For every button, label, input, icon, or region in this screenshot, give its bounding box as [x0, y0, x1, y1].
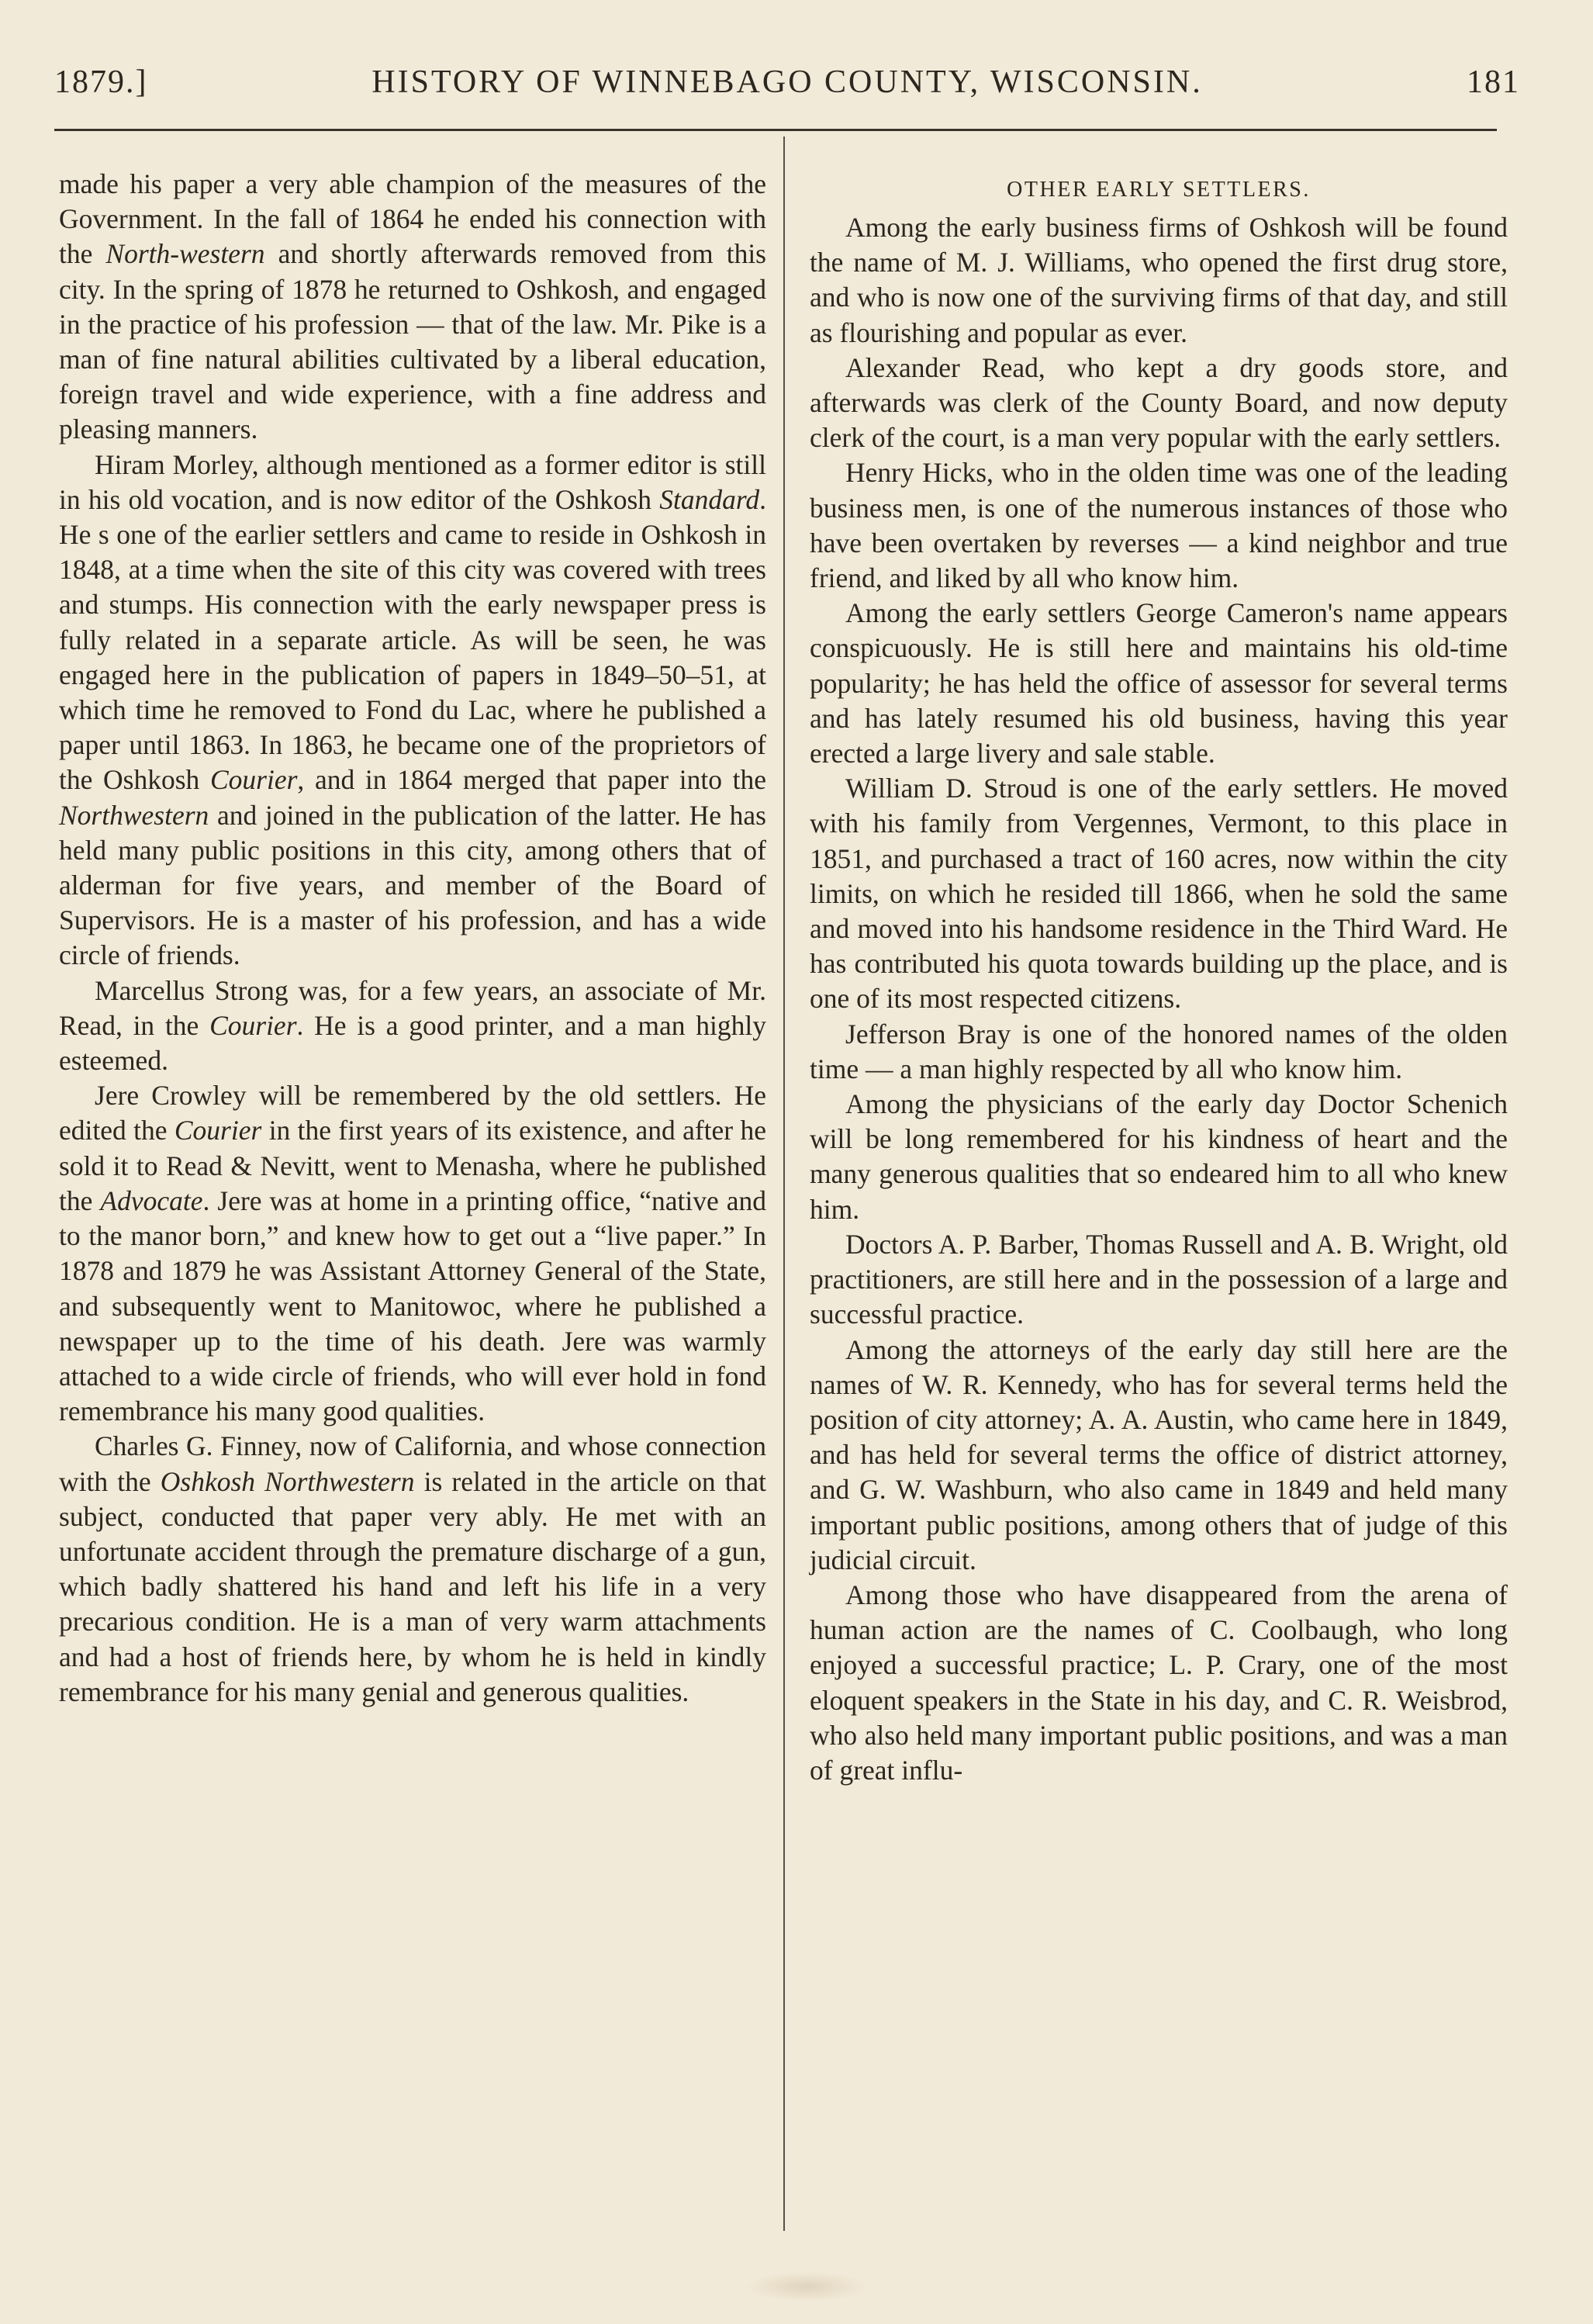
paragraph-disappeared: Among those who have disappeared from the arena of human action are the names of C. Coolbaugh, who long enjoyed a successful practice; L. P. Crary, one of the most eloquent speakers in the State in his day, and C. R. Weisbrod, who also held many important public positions, and was a man of great influ- — [810, 1579, 1508, 1786]
paragraph-bray: Jefferson Bray is one of the honored names of the olden time — a man highly respected by all who know him. — [810, 1018, 1508, 1084]
paragraph-morley: Hiram Morley, although mentioned as a former editor is still in his old vocation, and is now editor of the Oshkosh Standard. He s one of the earlier settlers and came to reside in Oshkosh in 1848, at a time when the site of this city was covered with trees and stumps. His connection with the early newspaper press is fully related in a separate article. As will be seen, he was engaged here in the publication of papers in 1849–50–51, at which time he removed to Fond du Lac, where he published a paper until 1863. In 1863, he became one of the proprietors of the Oshkosh Courier, and in 1864 merged that paper into the Northwestern and joined in the publication of the latter. He has held many public positions in this city, among others that of alderman for five years, and member of the Board of Supervisors. He is a master of his profession, and has a wide circle of friends. — [59, 448, 766, 971]
paragraph-hicks: Henry Hicks, who in the olden time was one of the leading business men, is one of the numerous instances of those who have been overtaken by reverses — a kind neighbor and true friend, and liked by all who know him. — [810, 457, 1508, 594]
paragraph-doctors: Doctors A. P. Barber, Thomas Russell and A. B. Wright, old practitioners, are still here and in the possession of a large and successful practice. — [810, 1228, 1508, 1330]
paragraph-strong: Marcellus Strong was, for a few years, an associate of Mr. Read, in the Courier. He is a good printer, and a man highly esteemed. — [59, 974, 766, 1077]
header-year: 1879.] — [54, 64, 148, 100]
paragraph-schenich: Among the physicians of the early day Doctor Schenich will be long remembered for his kindness of heart and the many generous qualities that so endeared him to all who knew him. — [810, 1088, 1508, 1225]
paragraph-read: Alexander Read, who kept a dry goods store, and afterwards was clerk of the County Board, and now deputy clerk of the court, is a man very popular with the early settlers. — [810, 351, 1508, 454]
page-number: 181 — [1467, 64, 1520, 100]
column-divider — [783, 137, 785, 2231]
paper-smudge — [745, 2271, 869, 2302]
paragraph-finney: Charles G. Finney, now of California, and whose connection with the Oshkosh Northwestern is related in the article on that subject, conducted that paper very ably. He met with an unfortunate accident through the premature discharge of a gun, which badly shattered his hand and left his life in a very precarious condition. He is a man of very warm attachments and had a host of friends here, by whom he is held in kindly remembrance for his many genial and generous qualities. — [59, 1430, 766, 1707]
running-header — [54, 64, 1520, 110]
header-title: HISTORY OF WINNEBAGO COUNTY, WISCONSIN. — [371, 64, 1203, 100]
paragraph-williams: Among the early business firms of Oshkosh will be found the name of M. J. Williams, who opened the first drug store, and who is now one of the surviving firms of that day, and still as flourishing and popular as ever. — [810, 212, 1508, 348]
right-column — [810, 167, 1508, 1788]
section-heading: OTHER EARLY SETTLERS. — [1007, 178, 1311, 202]
left-column — [59, 167, 766, 1710]
header-rule — [54, 129, 1497, 131]
paragraph-pike: made his paper a very able champion of the measures of the Government. In the fall of 1864 he ended his connection with the North-western and shortly afterwards removed from this city. In the spring of 1878 he returned to Oshkosh, and engaged in the practice of his profession — that of the law. Mr. Pike is a man of fine natural abilities cultivated by a liberal education, foreign travel and wide experience, with a fine address and pleasing manners. — [59, 168, 766, 445]
paragraph-crowley: Jere Crowley will be remembered by the old settlers. He edited the Courier in the first years of its existence, and after he sold it to Read & Nevitt, went to Menasha, where he published the Advocate. Jere was at home in a printing office, “native and to the manor born,” and knew how to get out a “live paper.” In 1878 and 1879 he was Assistant Attorney General of the State, and subsequently went to Manitowoc, where he published a newspaper up to the time of his death. Jere was warmly attached to a wide circle of friends, who will ever hold in fond remembrance his many good qualities. — [59, 1080, 767, 1427]
paragraph-attorneys: Among the attorneys of the early day still here are the names of W. R. Kennedy, who has for several terms held the position of city attorney; A. A. Austin, who came here in 1849, and has held for several terms the office of district attorney, and G. W. Washburn, who also came in 1849 and held many important public positions, among others that of judge of this judicial circuit. — [810, 1333, 1508, 1575]
paragraph-cameron: Among the early settlers George Cameron's name appears conspicuously. He is still here and maintains his old-time popularity; he has held the office of assessor for several terms and has lately resumed his old business, having this year erected a large livery and sale stable. — [810, 597, 1508, 769]
paragraph-stroud: William D. Stroud is one of the early settlers. He moved with his family from Vergennes, Vermont, to this place in 1851, and purchased a tract of 160 acres, now within the city limits, on which he resided till 1866, when he sold the same and moved into his handsome residence in the Third Ward. He has contributed his quota towards building up the place, and is one of its most respected citizens. — [810, 773, 1508, 1015]
